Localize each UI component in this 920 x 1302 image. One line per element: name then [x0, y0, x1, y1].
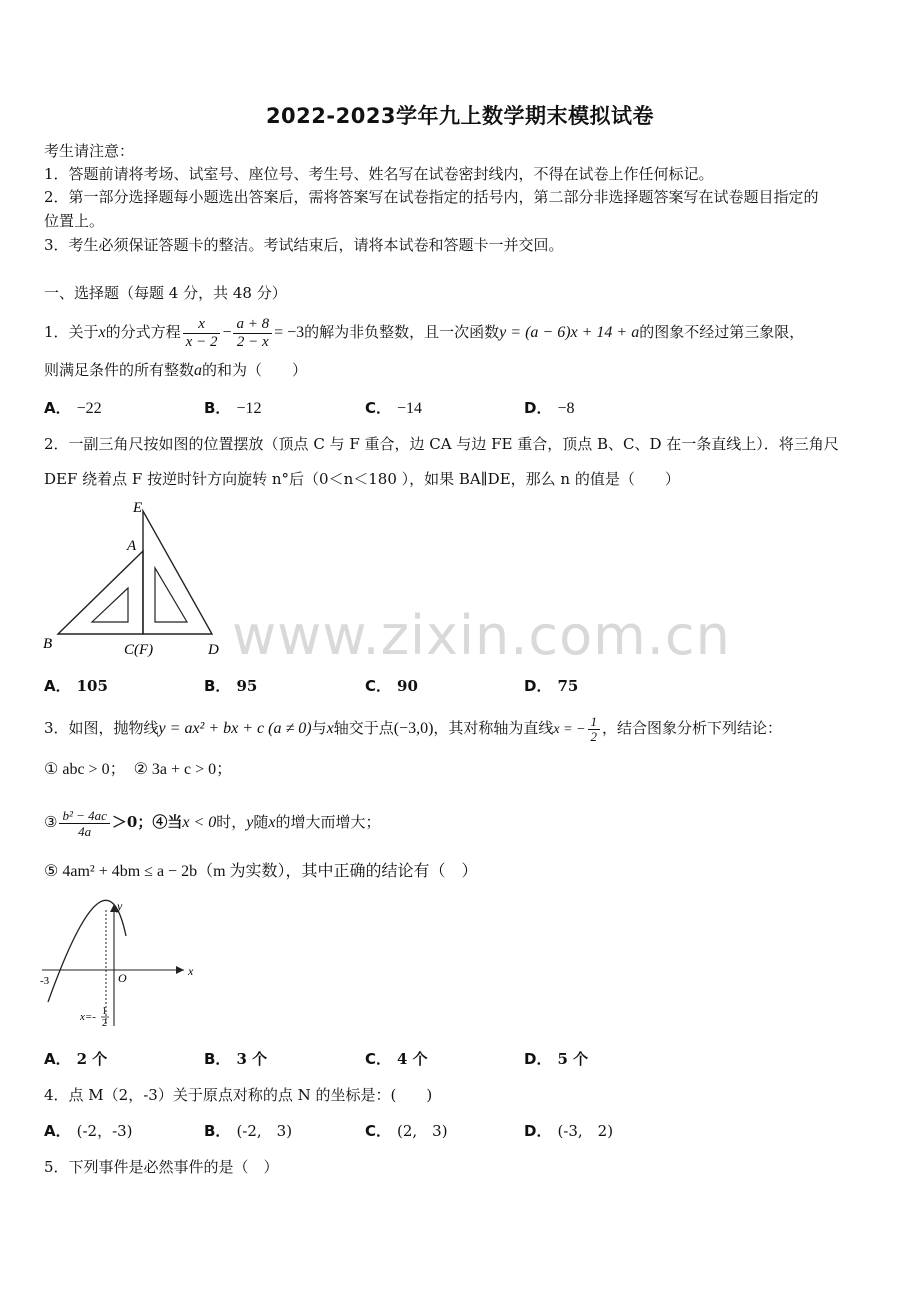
- notice-item-3: 3．考生必须保证答题卡的整洁。考试结束后，请将本试卷和答题卡一并交回。: [44, 236, 564, 254]
- page-title: 2022-2023学年九上数学期末模拟试卷: [265, 104, 655, 128]
- label-e: E: [133, 500, 143, 516]
- label-a: A: [127, 538, 137, 554]
- svg-text:2: 2: [102, 1018, 107, 1029]
- origin-label: O: [118, 971, 127, 985]
- question-3-stem: 3．如图，抛物线y = ax² + bx + c (a ≠ 0)与x轴交于点(−3,0)，其对称轴为直线x = − $\frac{1}{2}$ ，结合图象分析下列结论：: [44, 713, 783, 744]
- question-1-stem-cont: 则满足条件的所有整数a的和为（ ）: [44, 361, 308, 379]
- q4-option-c[interactable]: C． (2, 3): [365, 1122, 448, 1140]
- parabola-figure: [38, 898, 208, 1030]
- q3-option-d[interactable]: D． 5 个: [524, 1050, 589, 1068]
- watermark: www.zixin.com.cn: [232, 604, 731, 667]
- q2-option-a[interactable]: A． 105: [44, 677, 108, 695]
- q1-option-b[interactable]: B． −12: [204, 399, 262, 417]
- q2-option-c[interactable]: C． 90: [365, 677, 418, 695]
- triangle-rulers-figure: [40, 496, 240, 662]
- notice-item-2: 2．第一部分选择题每小题选出答案后，需将答案写在试卷指定的括号内，第二部分非选择题答案写在试卷题目指定的: [44, 188, 819, 206]
- fraction: $\frac{x}{x - 2}$: [183, 316, 221, 351]
- q1-option-d[interactable]: D． −8: [524, 399, 575, 417]
- q3-option-c[interactable]: C． 4 个: [365, 1050, 428, 1068]
- label-d: D: [208, 642, 219, 658]
- q1-option-c[interactable]: C． −14: [365, 399, 423, 417]
- notice-item-2-cont: 位置上。: [44, 212, 105, 230]
- section-heading: 一、选择题（每题 4 分，共 48 分）: [44, 284, 287, 302]
- axis-x-label: x: [188, 964, 194, 978]
- notice-heading: 考生请注意：: [44, 142, 135, 160]
- symmetry-axis-label: x=-: [80, 1011, 96, 1023]
- axis-y-label: y: [117, 899, 123, 913]
- q3-option-a[interactable]: A． 2 个: [44, 1050, 108, 1068]
- q3-conclusions-1-2: ① abc > 0； ② 3a + c > 0；: [44, 761, 233, 778]
- svg-text:1: 1: [102, 1006, 107, 1017]
- notice-item-1: 1．答题前请将考场、试室号、座位号、考生号、姓名写在试卷密封线内，不得在试卷上作任何标记。: [44, 165, 714, 183]
- question-2-stem: 2．一副三角尺按如图的位置摆放（顶点 C 与 F 重合，边 CA 与边 FE 重合，顶点 B、C、D 在一条直线上）．将三角尺: [44, 435, 839, 453]
- label-cf: C(F): [124, 642, 154, 658]
- q3-conclusion-5: ⑤ 4am² + 4bm ≤ a − 2b（m 为实数），其中正确的结论有（ ）: [44, 863, 478, 880]
- fraction: $\frac{a + 8}{2 - x}$: [233, 316, 272, 351]
- root-label: -3: [40, 975, 50, 987]
- fraction: $\frac{1}{2}$: [588, 715, 601, 744]
- q1-option-a[interactable]: A． −22: [44, 399, 102, 417]
- fraction: $\frac{\text{b² − 4ac}}{4a}$: [59, 808, 109, 839]
- question-1-stem: 1．关于x的分式方程 $\frac{x}{x - 2}$ − $\frac{a + 8}{2 - x}$ = −3的解为非负整数，且一次函数y = (a − 6)x + 14 + a的图象不经过第三象限，: [44, 315, 805, 350]
- q2-option-b[interactable]: B． 95: [204, 677, 258, 695]
- q2-option-d[interactable]: D． 75: [524, 677, 579, 695]
- question-4-stem: 4．点 M（2，-3）关于原点对称的点 N 的坐标是：( ): [44, 1086, 433, 1104]
- q4-option-a[interactable]: A． (-2，-3): [44, 1122, 133, 1140]
- question-5-stem: 5．下列事件是必然事件的是（ ）: [44, 1158, 279, 1176]
- q4-option-d[interactable]: D． (-3, 2): [524, 1122, 614, 1140]
- q4-option-b[interactable]: B． (-2, 3): [204, 1122, 293, 1140]
- q3-option-b[interactable]: B． 3 个: [204, 1050, 268, 1068]
- question-2-stem-cont: DEF 绕着点 F 按逆时针方向旋转 n°后（0＜n＜180 ），如果 BA∥DE，那么 n 的值是（ ）: [44, 470, 680, 488]
- q3-conclusions-3-4: ③ $\frac{\text{b² − 4ac}}{4a}$ ＞0；④当x < 0时，y随x的增大而增大；: [44, 807, 381, 839]
- label-b: B: [43, 636, 53, 652]
